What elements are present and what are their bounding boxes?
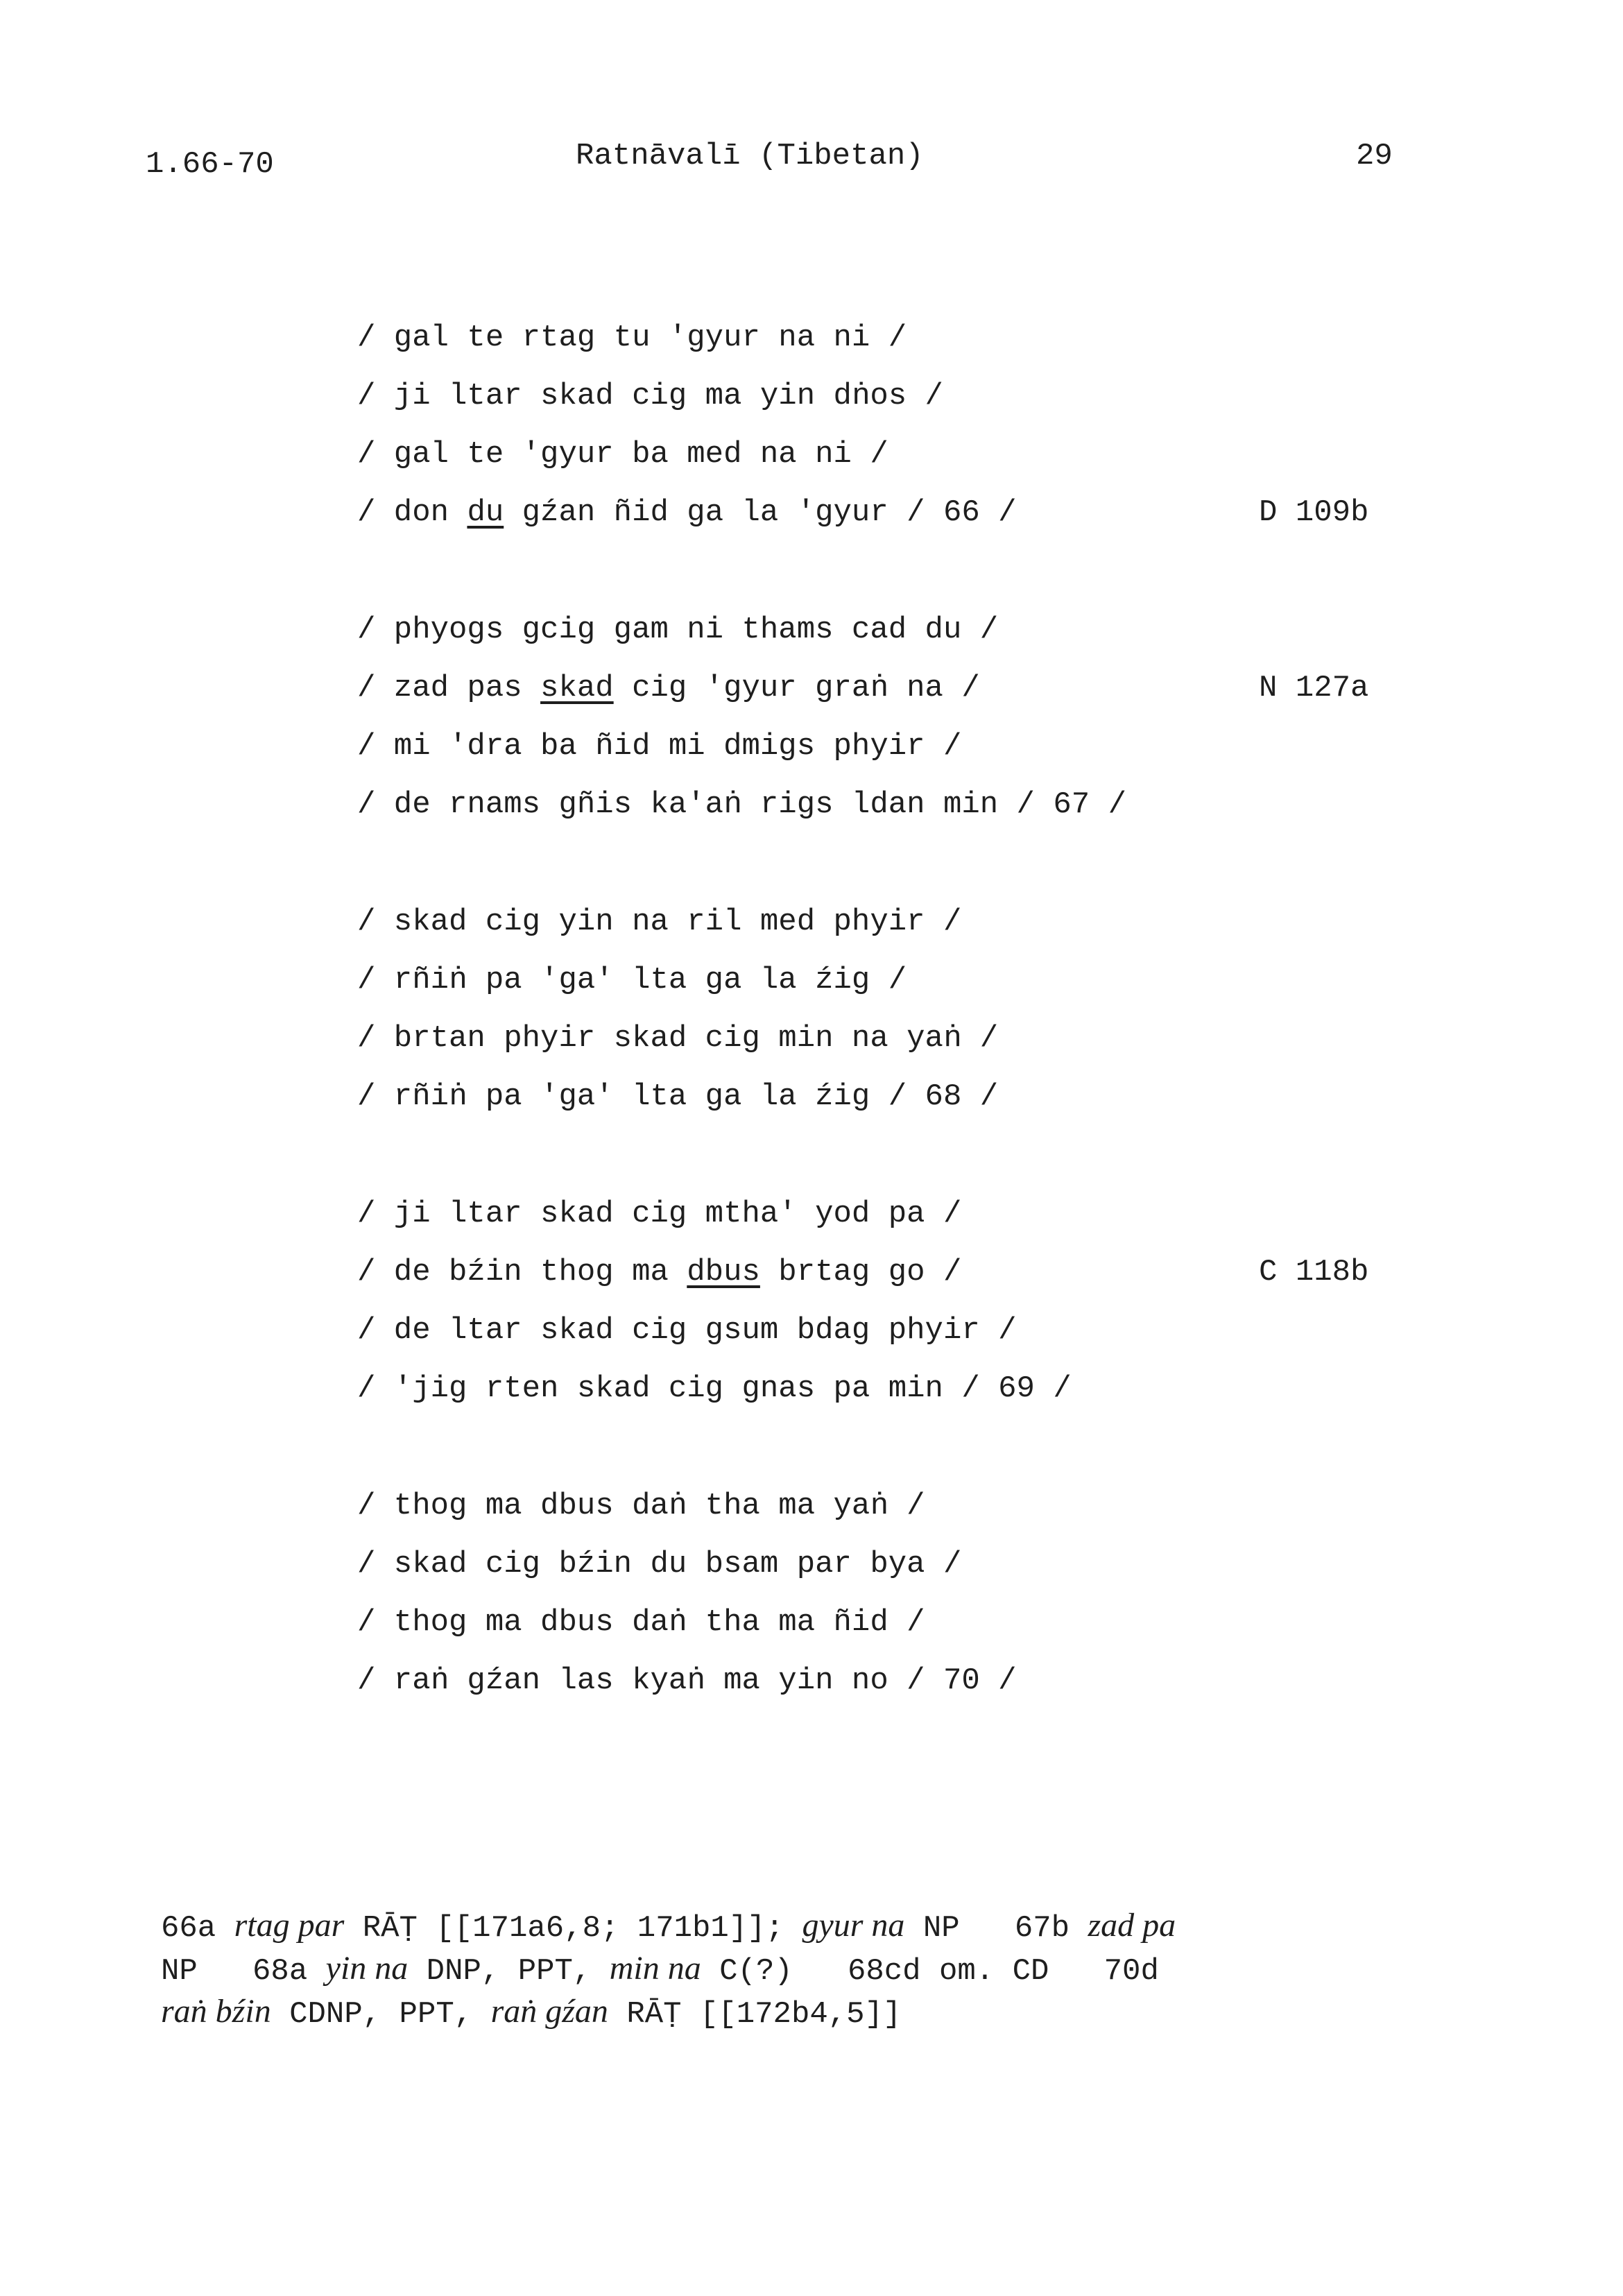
- verse-text: / phyogs gcig gam ni thams cad du /: [357, 612, 999, 647]
- verse-line: [357, 425, 1467, 483]
- verse-line: [357, 309, 1467, 367]
- verse-text: / skad cig yin na ril med phyir /: [357, 905, 962, 939]
- stanza: [357, 1185, 1467, 1418]
- verse-line: [357, 659, 1467, 717]
- footnote-text: 66a: [161, 1911, 234, 1946]
- verse-text: / thog ma dbus daṅ tha ma yaṅ /: [357, 1489, 925, 1523]
- verse-block: [357, 309, 1467, 1769]
- verse-line: [357, 483, 1467, 542]
- stanza: [357, 893, 1467, 1126]
- running-title: Ratnāvalī (Tibetan): [576, 139, 924, 173]
- footnote-line: [161, 1990, 1451, 2033]
- folio-reference: D 109b: [1259, 495, 1369, 530]
- verse-line: [357, 1360, 1467, 1418]
- footnote-italic: yin na: [325, 1950, 409, 1987]
- verse-text: / de bźin thog ma: [357, 1255, 687, 1290]
- page-number: 29: [1356, 139, 1393, 173]
- underlined-word: du: [467, 495, 504, 530]
- verse-text: / raṅ gźan las kyaṅ ma yin no / 70 /: [357, 1663, 1017, 1698]
- verse-line: [357, 1535, 1467, 1593]
- verse-line: [357, 1301, 1467, 1360]
- verse-text: gźan ñid ga la 'gyur / 66 /: [504, 495, 1017, 530]
- verse-text: / rñiṅ pa 'ga' lta ga la źig /: [357, 963, 907, 997]
- verse-line: [357, 1068, 1467, 1126]
- footnote-text: DNP, PPT,: [408, 1954, 610, 1989]
- folio-reference: N 127a: [1259, 671, 1369, 705]
- verse-line: [357, 717, 1467, 776]
- footnote-italic: zad pa: [1088, 1907, 1176, 1944]
- verse-text: / ji ltar skad cig mtha' yod pa /: [357, 1197, 962, 1231]
- stanza: [357, 1477, 1467, 1710]
- underlined-word: skad: [540, 671, 614, 705]
- footnote-italic: rtag par: [234, 1907, 345, 1944]
- verse-text: / don: [357, 495, 467, 530]
- verse-line: [357, 951, 1467, 1009]
- verse-text: / mi 'dra ba ñid mi dmigs phyir /: [357, 729, 962, 764]
- verse-text: / zad pas: [357, 671, 541, 705]
- stanza: [357, 309, 1467, 542]
- verse-text: / rñiṅ pa 'ga' lta ga la źig / 68 /: [357, 1079, 999, 1114]
- verse-range: 1.66-70: [146, 147, 274, 182]
- footnote-line: [161, 1904, 1451, 1947]
- verse-line: [357, 1185, 1467, 1243]
- verse-text: / skad cig bźin du bsam par bya /: [357, 1547, 962, 1582]
- footnote-text: RĀṬ [[172b4,5]]: [608, 1997, 902, 2032]
- verse-line: [357, 1477, 1467, 1535]
- footnotes: [161, 1904, 1451, 2033]
- footnote-italic: raṅ bźin: [161, 1993, 271, 2030]
- verse-text: / ji ltar skad cig ma yin dṅos /: [357, 379, 943, 413]
- footnote-italic: raṅ gźan: [490, 1993, 608, 2030]
- verse-line: [357, 1652, 1467, 1710]
- verse-text: / thog ma dbus daṅ tha ma ñid /: [357, 1605, 925, 1640]
- footnote-line: [161, 1947, 1451, 1990]
- verse-line: [357, 1009, 1467, 1068]
- footnote-text: NP 67b: [904, 1911, 1088, 1946]
- verse-text: / de ltar skad cig gsum bdag phyir /: [357, 1313, 1017, 1348]
- verse-line: [357, 1593, 1467, 1652]
- underlined-word: dbus: [687, 1255, 760, 1290]
- verse-text: / gal te rtag tu 'gyur na ni /: [357, 320, 907, 355]
- verse-text: / brtan phyir skad cig min na yaṅ /: [357, 1021, 999, 1056]
- verse-text: cig 'gyur graṅ na /: [613, 671, 980, 705]
- footnote-text: NP 68a: [161, 1954, 326, 1989]
- verse-text: / de rnams gñis ka'aṅ rigs ldan min / 67 /: [357, 787, 1126, 822]
- verse-text: / 'jig rten skad cig gnas pa min / 69 /: [357, 1371, 1072, 1406]
- footnote-italic: min na: [609, 1950, 701, 1987]
- verse-text: brtag go /: [759, 1255, 962, 1290]
- footnote-text: RĀṬ [[171a6,8; 171b1]];: [344, 1911, 802, 1946]
- footnote-italic: gyur na: [802, 1907, 905, 1944]
- footnote-text: CDNP, PPT,: [270, 1997, 491, 2032]
- stanza: [357, 601, 1467, 834]
- folio-reference: C 118b: [1259, 1255, 1369, 1290]
- page-header: [0, 139, 1623, 194]
- footnote-text: C(?) 68cd om. CD 70d: [701, 1954, 1159, 1989]
- verse-text: / gal te 'gyur ba med na ni /: [357, 437, 888, 472]
- verse-line: [357, 776, 1467, 834]
- verse-line: [357, 367, 1467, 425]
- verse-line: [357, 601, 1467, 659]
- verse-line: [357, 893, 1467, 951]
- verse-line: [357, 1243, 1467, 1301]
